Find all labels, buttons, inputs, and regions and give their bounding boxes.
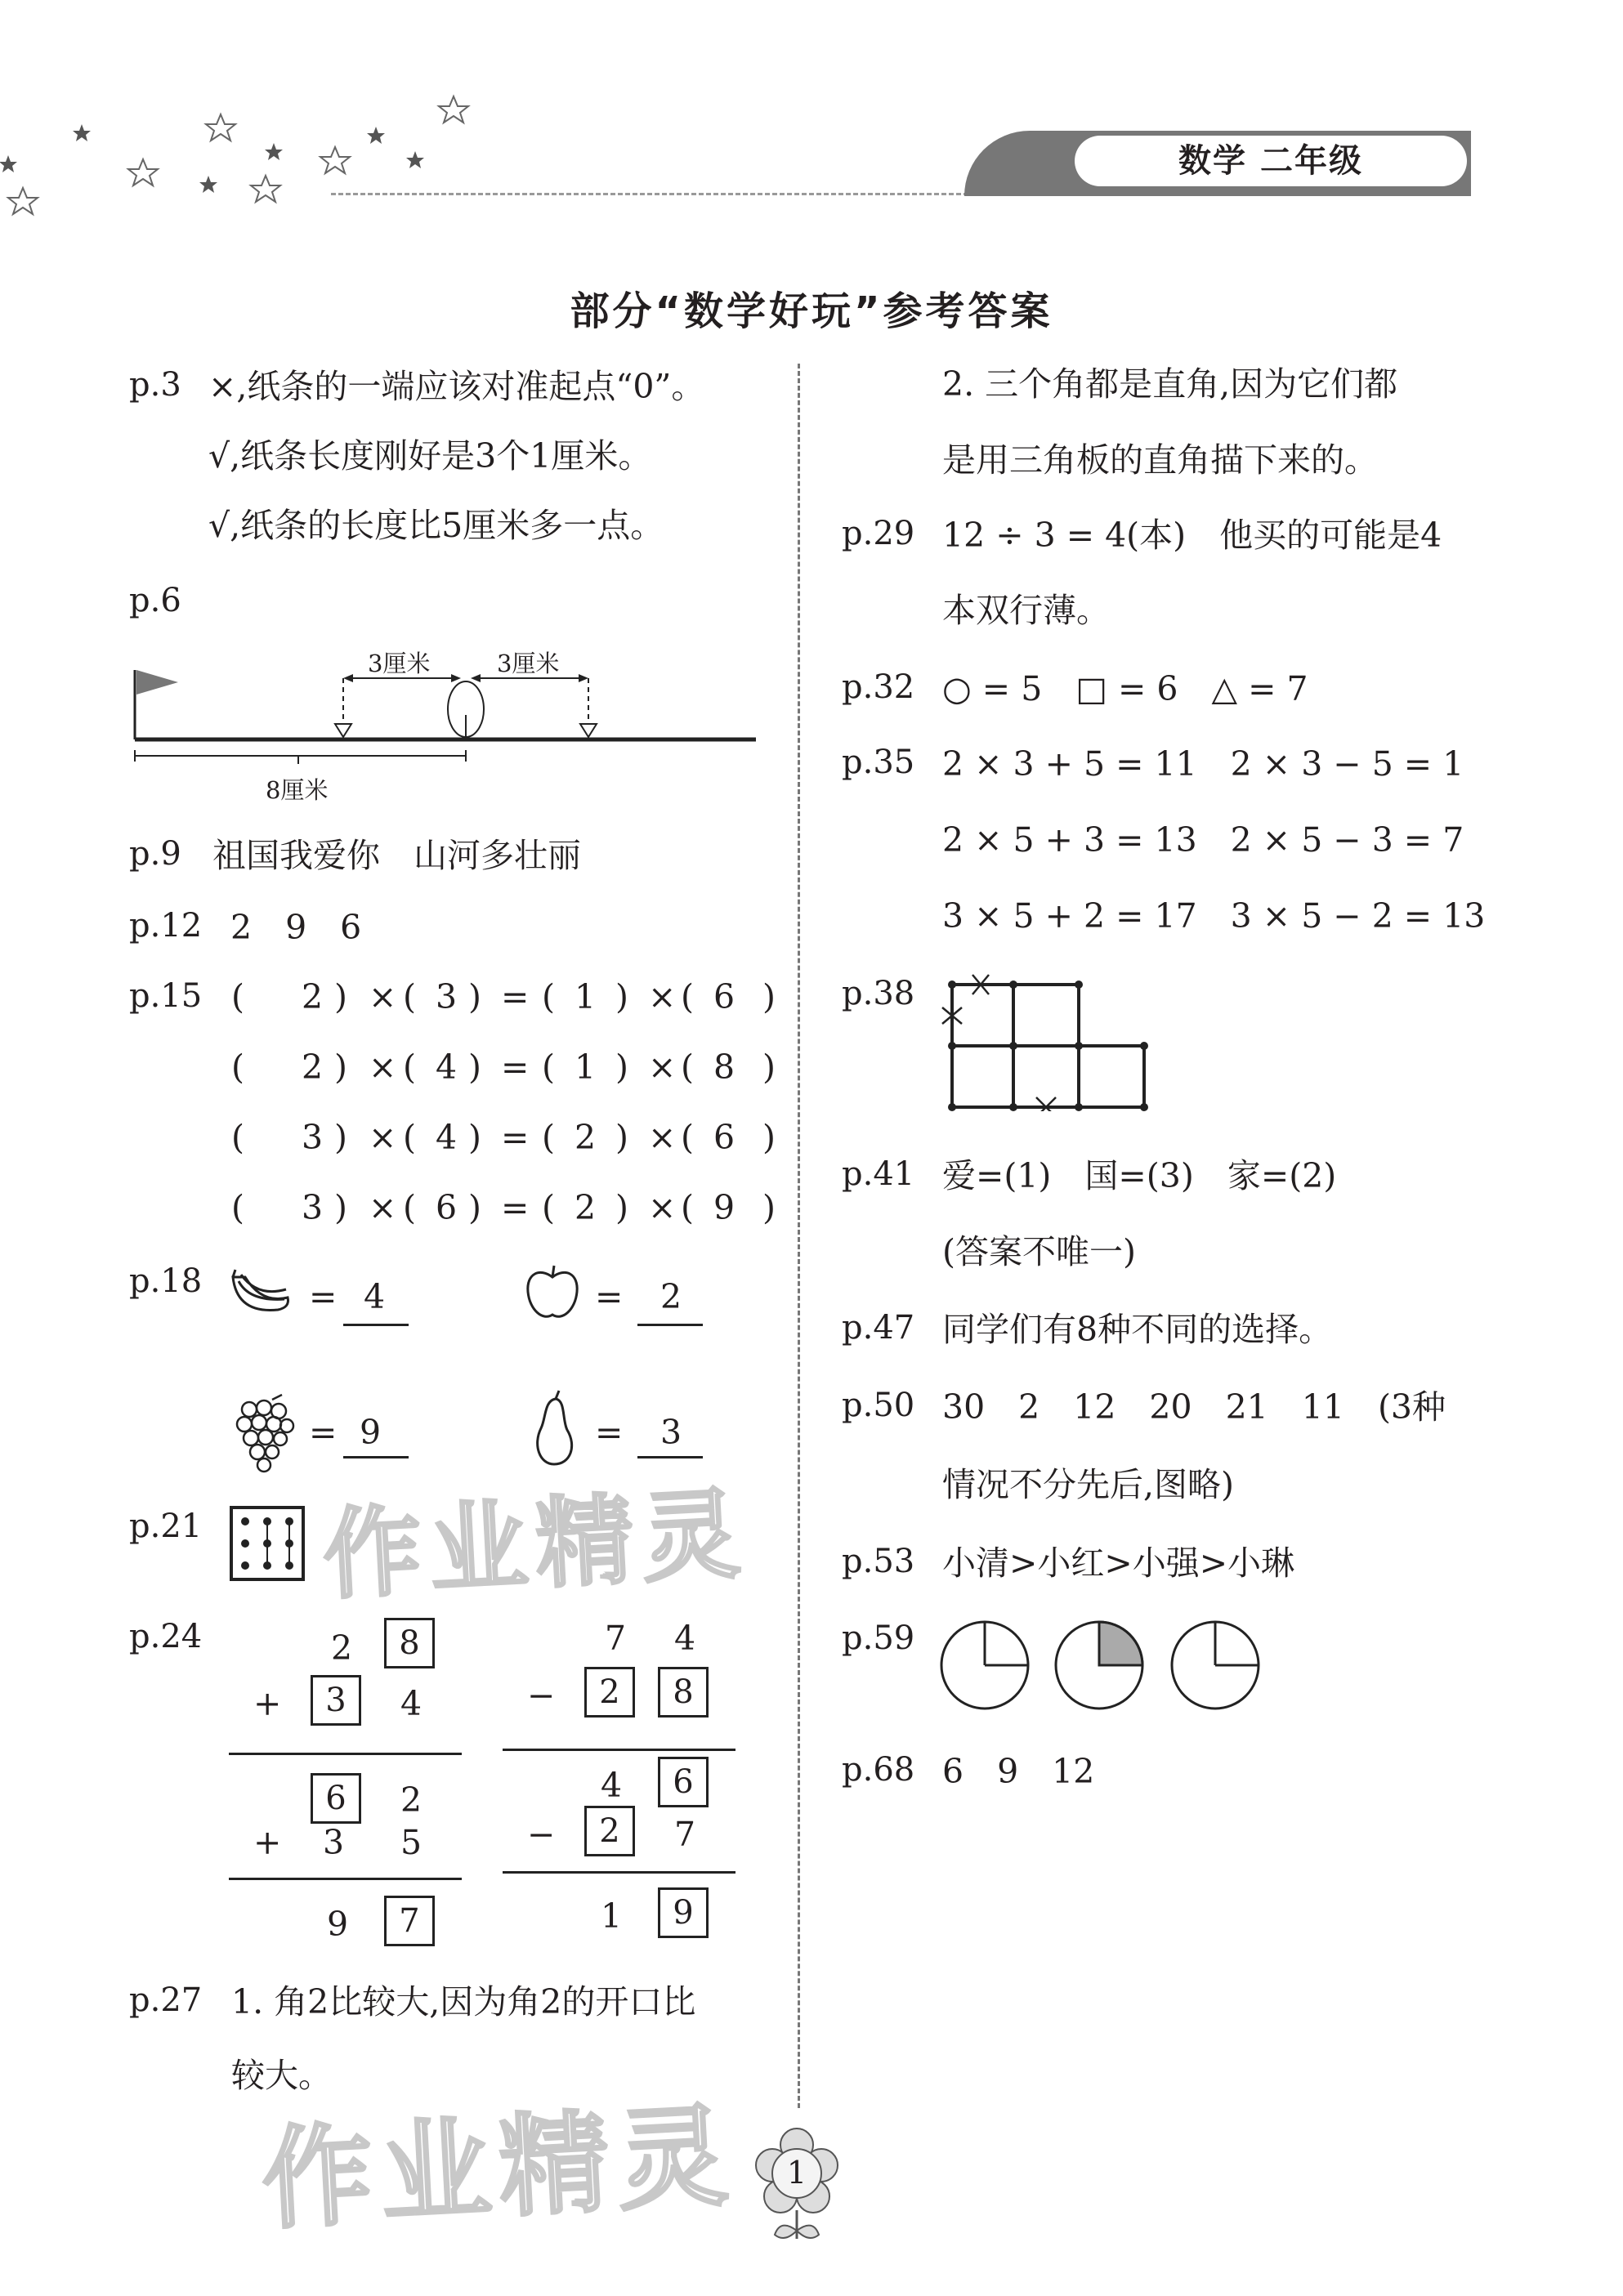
label-p18: p.18 [129, 1262, 203, 1300]
apple-value: 2 [660, 1277, 682, 1316]
p35-line-2: 2 × 5 + 3 = 13 2 × 5 − 3 = 7 [942, 820, 1464, 860]
p3-line-2: √,纸条长度刚好是3个1厘米。 [208, 436, 652, 476]
p50-line-1: 30 2 12 20 21 11 (3种 [942, 1387, 1446, 1427]
operator: − [527, 1815, 556, 1854]
digit: 5 [400, 1823, 423, 1862]
stars-decoration [0, 82, 490, 229]
p68-text: 6 9 12 [942, 1752, 1095, 1791]
sum-line [503, 1871, 735, 1874]
answer-box: 2 [584, 1806, 635, 1856]
p27-line-2: 较大。 [231, 2056, 332, 2095]
p15-row: ( 3 ) × ( 4 ) = ( 2 ) × ( 6 ) [231, 1118, 776, 1188]
p47-text: 同学们有8种不同的选择。 [942, 1310, 1333, 1349]
answer-underline [343, 1324, 409, 1326]
digit: 4 [601, 1766, 623, 1805]
digit: 4 [400, 1684, 423, 1723]
p9-text: 祖国我爱你 山河多壮丽 [212, 836, 581, 875]
pear-icon [530, 1389, 579, 1471]
label-p6: p.6 [129, 582, 181, 619]
digit: 2 [331, 1628, 353, 1668]
label-p24: p.24 [129, 1618, 203, 1655]
grapes-icon [233, 1393, 298, 1475]
digit: 4 [674, 1619, 696, 1658]
watermark-bottom: 作业精灵 [258, 2091, 740, 2245]
label-p38: p.38 [842, 975, 915, 1012]
label-p35: p.35 [842, 744, 915, 781]
banana-icon [229, 1265, 294, 1322]
p15-value: 4 [436, 1118, 458, 1157]
label-p68: p.68 [842, 1751, 915, 1789]
digit: 7 [674, 1815, 696, 1854]
answer-box: 6 [658, 1757, 709, 1807]
label-p59: p.59 [842, 1619, 915, 1657]
p15-row: ( 2 ) × ( 3 ) = ( 1 ) × ( 6 ) [231, 977, 776, 1047]
p15-value: 2 [575, 1188, 597, 1227]
answer-box: 6 [311, 1773, 361, 1824]
p15-value: 9 [713, 1188, 735, 1227]
matchstick-figure [940, 968, 1160, 1111]
p24-column-b [503, 1618, 740, 1953]
column-divider [798, 364, 800, 2108]
header-subject: 数学 二年级 [1075, 136, 1467, 186]
p15-value: 1 [575, 977, 597, 1016]
label-p41: p.41 [842, 1155, 915, 1193]
label-p47: p.47 [842, 1309, 915, 1347]
p15-value: 6 [713, 1118, 735, 1157]
p27-line-1: 1. 角2比较大,因为角2的开口比 [231, 1982, 696, 2021]
label-p9: p.9 [129, 835, 181, 873]
p15-row: ( 3 ) × ( 6 ) = ( 2 ) × ( 9 ) [231, 1188, 776, 1258]
p15-equations [231, 977, 776, 1258]
answer-box: 8 [384, 1618, 435, 1668]
p35-line-3: 3 × 5 + 2 = 17 3 × 5 − 2 = 13 [942, 896, 1486, 936]
p15-value: 2 [302, 1047, 324, 1087]
label-p3: p.3 [129, 366, 181, 404]
answer-box: 2 [584, 1667, 635, 1718]
p53-text: 小清>小红>小强>小琳 [942, 1543, 1295, 1583]
p3-line-1: ×,纸条的一端应该对准起点“0”。 [208, 367, 705, 406]
answer-box: 3 [311, 1675, 361, 1726]
watermark-mid: 作业精灵 [320, 1477, 751, 1614]
answer-underline [343, 1456, 409, 1458]
sum-line [229, 1753, 462, 1755]
p15-value: 6 [713, 977, 735, 1016]
label-p53: p.53 [842, 1543, 915, 1580]
p6-dim-1: 3厘米 [368, 650, 431, 677]
p15-value: 2 [575, 1118, 597, 1157]
p41-line-2: (答案不唯一) [942, 1232, 1136, 1271]
p32-text: ○ = 5 □ = 6 △ = 7 [942, 669, 1308, 708]
header-dashed-line [331, 193, 968, 195]
p29-line-2: 本双行薄。 [942, 591, 1110, 630]
label-p29: p.29 [842, 515, 915, 552]
label-p21: p.21 [129, 1508, 203, 1545]
sum-line [503, 1749, 735, 1751]
digit: 2 [400, 1780, 423, 1820]
p15-value: 3 [302, 1188, 324, 1227]
answer-underline [637, 1324, 703, 1326]
answer-box: 8 [658, 1667, 709, 1718]
page-number: 1 [786, 2155, 807, 2191]
label-p32: p.32 [842, 668, 915, 706]
p27b-line-1: 2. 三个角都是直角,因为它们都 [942, 364, 1398, 404]
apple-icon [523, 1262, 582, 1324]
p15-value: 8 [713, 1047, 735, 1087]
label-p12: p.12 [129, 907, 203, 945]
p29-line-1: 12 ÷ 3 = 4(本) 他买的可能是4 [942, 516, 1442, 555]
operator: + [253, 1823, 282, 1862]
label-p50: p.50 [842, 1387, 915, 1424]
p24-column-a [229, 1618, 466, 1953]
p15-value: 1 [575, 1047, 597, 1087]
p15-value: 6 [436, 1188, 458, 1227]
operator: − [527, 1676, 556, 1715]
p15-value: 3 [436, 977, 458, 1016]
p15-value: 2 [302, 977, 324, 1016]
operator: + [253, 1684, 282, 1723]
circle-fractions [936, 1618, 1271, 1716]
page-title: 部分“数学好玩”参考答案 [570, 288, 1053, 334]
pear-value: 3 [660, 1413, 682, 1452]
label-p15: p.15 [129, 977, 203, 1015]
ruler-diagram [123, 645, 760, 809]
answer-box: 7 [384, 1896, 435, 1946]
p3-line-3: √,纸条的长度比5厘米多一点。 [208, 506, 664, 545]
banana-value: 4 [364, 1277, 386, 1316]
digit: 3 [323, 1823, 345, 1862]
sum-line [229, 1878, 462, 1880]
p12-text: 2 9 6 [230, 908, 362, 947]
grape-value: 9 [360, 1413, 382, 1452]
p35-line-1: 2 × 3 + 5 = 11 2 × 3 − 5 = 1 [942, 744, 1464, 784]
label-p27: p.27 [129, 1981, 203, 2019]
p15-value: 4 [436, 1047, 458, 1087]
p15-value: 3 [302, 1118, 324, 1157]
digit: 9 [327, 1905, 349, 1944]
p27b-line-2: 是用三角板的直角描下来的。 [942, 440, 1378, 480]
p15-row: ( 2 ) × ( 4 ) = ( 1 ) × ( 8 ) [231, 1047, 776, 1118]
p50-line-2: 情况不分先后,图略) [942, 1465, 1235, 1504]
p6-dim-2: 3厘米 [497, 650, 560, 677]
digit: 7 [605, 1619, 627, 1658]
dot-grid-figure [229, 1505, 306, 1583]
digit: 1 [601, 1896, 623, 1936]
answer-box: 9 [658, 1887, 709, 1938]
p6-dim-3: 8厘米 [266, 776, 329, 804]
p41-line-1: 爱=(1) 国=(3) 家=(2) [942, 1156, 1337, 1195]
